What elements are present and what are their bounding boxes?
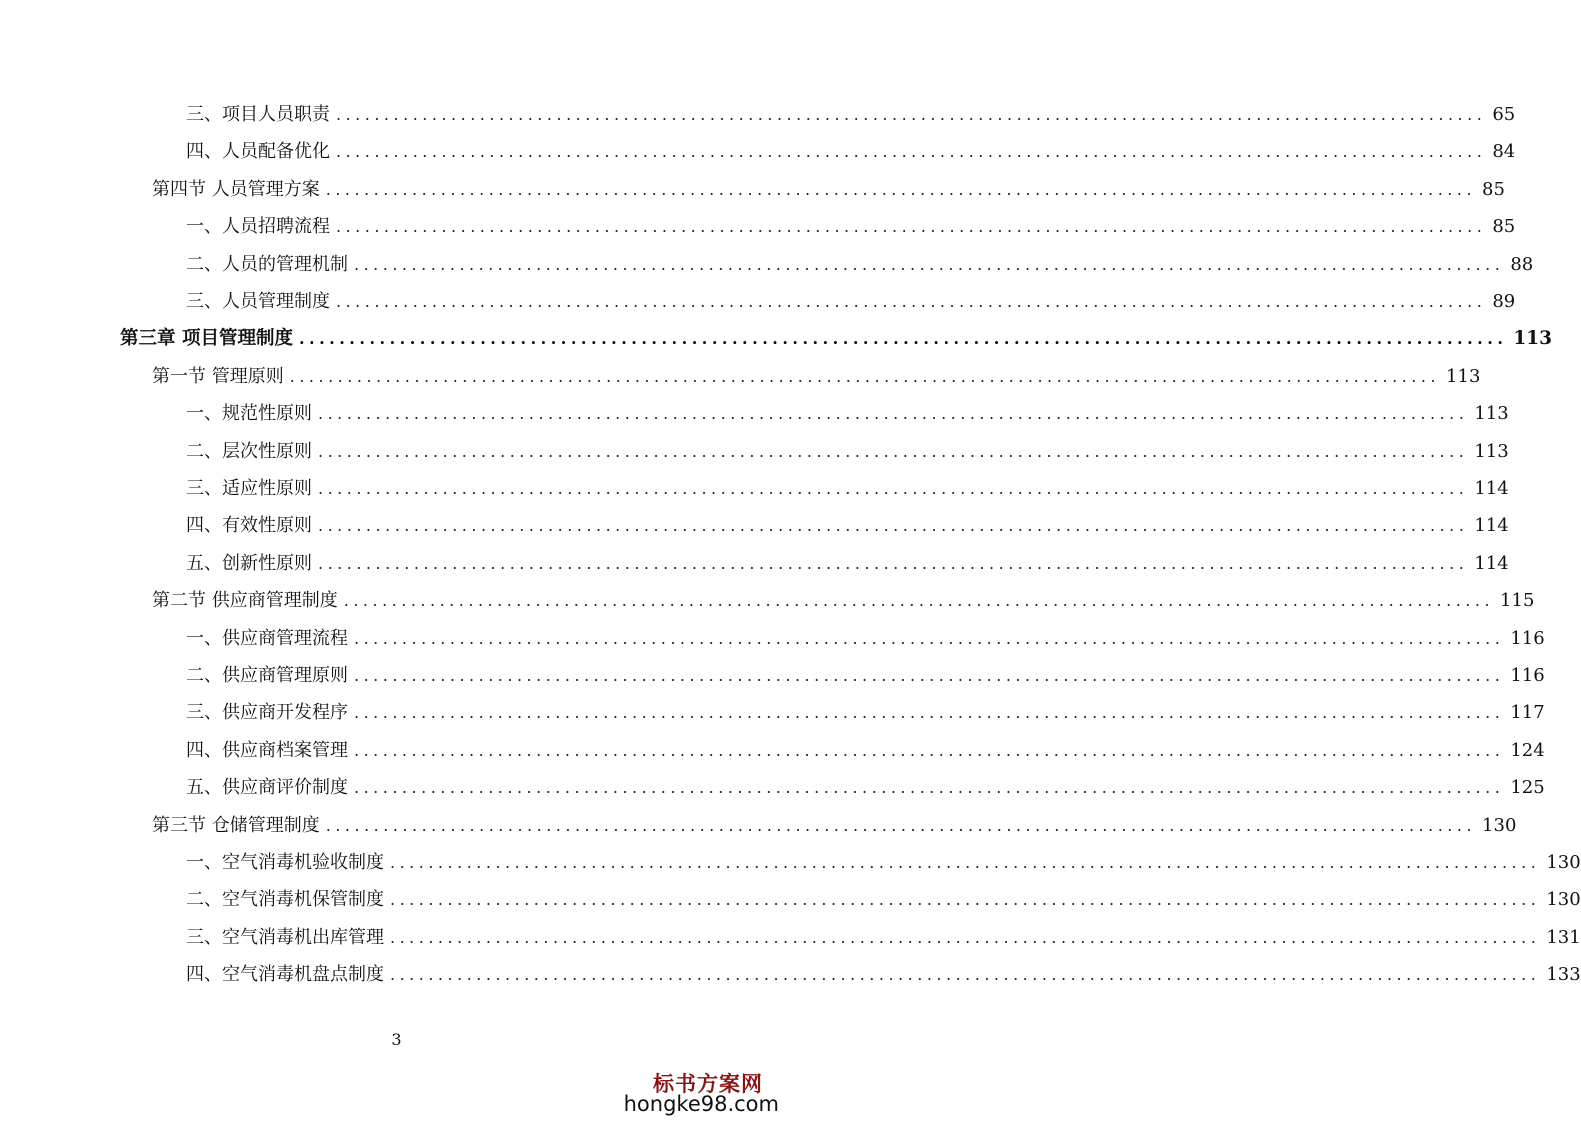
- toc-entry-title: 第四节 人员管理方案: [152, 178, 320, 200]
- toc-dot-leader: ........................................................................................................................: [336, 142, 1487, 162]
- toc-entry-title: 四、供应商档案管理: [186, 739, 348, 761]
- toc-dot-leader: ........................................................................................................................: [354, 666, 1505, 685]
- toc-subsection-entry[interactable]: [186, 736, 1545, 766]
- toc-dot-leader: ........................................................................................................................: [318, 404, 1469, 424]
- toc-entry-title: 二、供应商管理原则: [186, 665, 348, 686]
- toc-entry-title: 一、供应商管理流程: [186, 627, 348, 649]
- toc-entry-page: 85: [1492, 216, 1516, 238]
- toc-subsection-entry[interactable]: [186, 287, 1516, 317]
- toc-entry-page: 133: [1546, 964, 1581, 986]
- toc-dot-leader: ........................................................................................................................: [354, 740, 1505, 760]
- toc-dot-leader: ........................................................................................................................: [325, 815, 1477, 835]
- toc-section-entry[interactable]: [152, 362, 1481, 392]
- toc-subsection-entry[interactable]: [186, 885, 1581, 915]
- toc-dot-leader: ........................................................................................................................: [343, 591, 1495, 611]
- toc-subsection-entry[interactable]: [186, 624, 1545, 654]
- toc-entry-title: 三、项目人员职责: [186, 104, 330, 125]
- toc-dot-leader: ........................................................................................................................: [318, 553, 1469, 573]
- toc-dot-leader: ........................................................................................................................: [289, 366, 1441, 386]
- toc-entry-page: 130: [1546, 889, 1581, 911]
- toc-entry-page: 114: [1474, 552, 1509, 574]
- toc-entry-page: 113: [1446, 365, 1481, 387]
- toc-subsection-entry[interactable]: [186, 773, 1545, 803]
- toc-entry-page: 130: [1482, 814, 1517, 836]
- toc-entry-page: 115: [1500, 590, 1535, 612]
- toc-subsection-entry[interactable]: [186, 923, 1581, 953]
- toc-entry-page: 130: [1546, 852, 1581, 873]
- toc-dot-leader: ........................................................................................................................: [318, 441, 1469, 461]
- toc-dot-leader: ........................................................................................................................: [336, 105, 1487, 124]
- toc-entry-title: 五、供应商评价制度: [186, 777, 348, 799]
- toc-dot-leader: ........................................................................................................................: [354, 254, 1505, 274]
- toc-entry-title: 二、空气消毒机保管制度: [186, 889, 384, 911]
- toc-subsection-entry[interactable]: [186, 250, 1534, 280]
- toc-dot-leader: ........................................................................................................................: [298, 329, 1508, 349]
- toc-dot-leader: ........................................................................................................................: [354, 778, 1505, 798]
- toc-entry-title: 三、空气消毒机出库管理: [186, 926, 384, 948]
- toc-dot-leader: ........................................................................................................................: [354, 703, 1505, 723]
- toc-dot-leader: ........................................................................................................................: [390, 965, 1541, 985]
- toc-entry-title: 三、适应性原则: [186, 478, 312, 499]
- toc-dot-leader: ........................................................................................................................: [390, 890, 1541, 910]
- toc-dot-leader: ........................................................................................................................: [336, 292, 1487, 311]
- toc-entry-title: 一、空气消毒机验收制度: [186, 852, 384, 873]
- toc-subsection-entry[interactable]: [186, 437, 1509, 467]
- toc-subsection-entry[interactable]: [186, 661, 1545, 691]
- toc-subsection-entry[interactable]: [186, 549, 1509, 579]
- toc-entry-page: 125: [1510, 777, 1545, 799]
- toc-entry-title: 第一节 管理原则: [152, 365, 284, 387]
- toc-dot-leader: ........................................................................................................................: [354, 628, 1505, 648]
- toc-subsection-entry[interactable]: [186, 848, 1581, 878]
- toc-subsection-entry[interactable]: [186, 100, 1516, 130]
- toc-entry-page: 116: [1510, 627, 1545, 649]
- toc-subsection-entry[interactable]: [186, 137, 1516, 167]
- toc-entry-page: 113: [1474, 440, 1509, 462]
- toc-section-entry[interactable]: [152, 586, 1535, 616]
- toc-entry-page: 89: [1492, 291, 1516, 312]
- toc-dot-leader: ........................................................................................................................: [336, 217, 1487, 237]
- toc-entry-title: 二、层次性原则: [186, 440, 312, 462]
- toc-entry-title: 二、人员的管理机制: [186, 253, 348, 275]
- toc-entry-page: 124: [1510, 739, 1545, 761]
- toc-subsection-entry[interactable]: [186, 474, 1509, 504]
- toc-entry-title: 第三章 项目管理制度: [120, 328, 293, 350]
- toc-entry-page: 85: [1482, 178, 1505, 200]
- toc-entry-page: 113: [1474, 403, 1509, 425]
- toc-entry-title: 四、有效性原则: [186, 515, 312, 537]
- toc-entry-page: 114: [1474, 478, 1509, 499]
- toc-entry-title: 五、创新性原则: [186, 552, 312, 574]
- toc-entry-title: 一、人员招聘流程: [186, 216, 330, 238]
- toc-dot-leader: ........................................................................................................................: [390, 853, 1541, 872]
- toc-entry-page: 88: [1510, 253, 1534, 275]
- toc-entry-title: 三、人员管理制度: [186, 291, 330, 312]
- toc-entry-title: 第二节 供应商管理制度: [152, 590, 338, 612]
- toc-entry-title: 一、规范性原则: [186, 403, 312, 425]
- watermark-chinese: 标书方案网: [653, 1071, 763, 1096]
- toc-entry-page: 84: [1492, 141, 1516, 163]
- toc-entry-page: 131: [1546, 926, 1581, 948]
- toc-dot-leader: ........................................................................................................................: [390, 927, 1541, 947]
- page-number: 3: [391, 1030, 402, 1049]
- toc-dot-leader: ........................................................................................................................: [318, 516, 1469, 536]
- toc-dot-leader: ........................................................................................................................: [318, 479, 1469, 498]
- toc-entry-page: 113: [1513, 328, 1553, 350]
- toc-subsection-entry[interactable]: [186, 698, 1545, 728]
- toc-entry-page: 65: [1492, 104, 1516, 125]
- toc-entry-page: 117: [1510, 702, 1545, 724]
- toc-entry-page: 114: [1474, 515, 1509, 537]
- toc-entry-page: 116: [1510, 665, 1545, 686]
- toc-section-entry[interactable]: [152, 811, 1517, 841]
- toc-chapter-entry[interactable]: [120, 324, 1553, 354]
- toc-entry-title: 四、空气消毒机盘点制度: [186, 964, 384, 986]
- toc-subsection-entry[interactable]: [186, 511, 1509, 541]
- toc-subsection-entry[interactable]: [186, 399, 1509, 429]
- toc-subsection-entry[interactable]: [186, 960, 1581, 990]
- toc-subsection-entry[interactable]: [186, 212, 1516, 242]
- toc-entry-title: 第三节 仓储管理制度: [152, 814, 320, 836]
- toc-entry-title: 三、供应商开发程序: [186, 702, 348, 724]
- watermark-url: hongke98.com: [623, 1092, 779, 1116]
- toc-section-entry[interactable]: [152, 175, 1505, 205]
- toc-dot-leader: ........................................................................................................................: [325, 179, 1477, 199]
- toc-entry-title: 四、人员配备优化: [186, 141, 330, 163]
